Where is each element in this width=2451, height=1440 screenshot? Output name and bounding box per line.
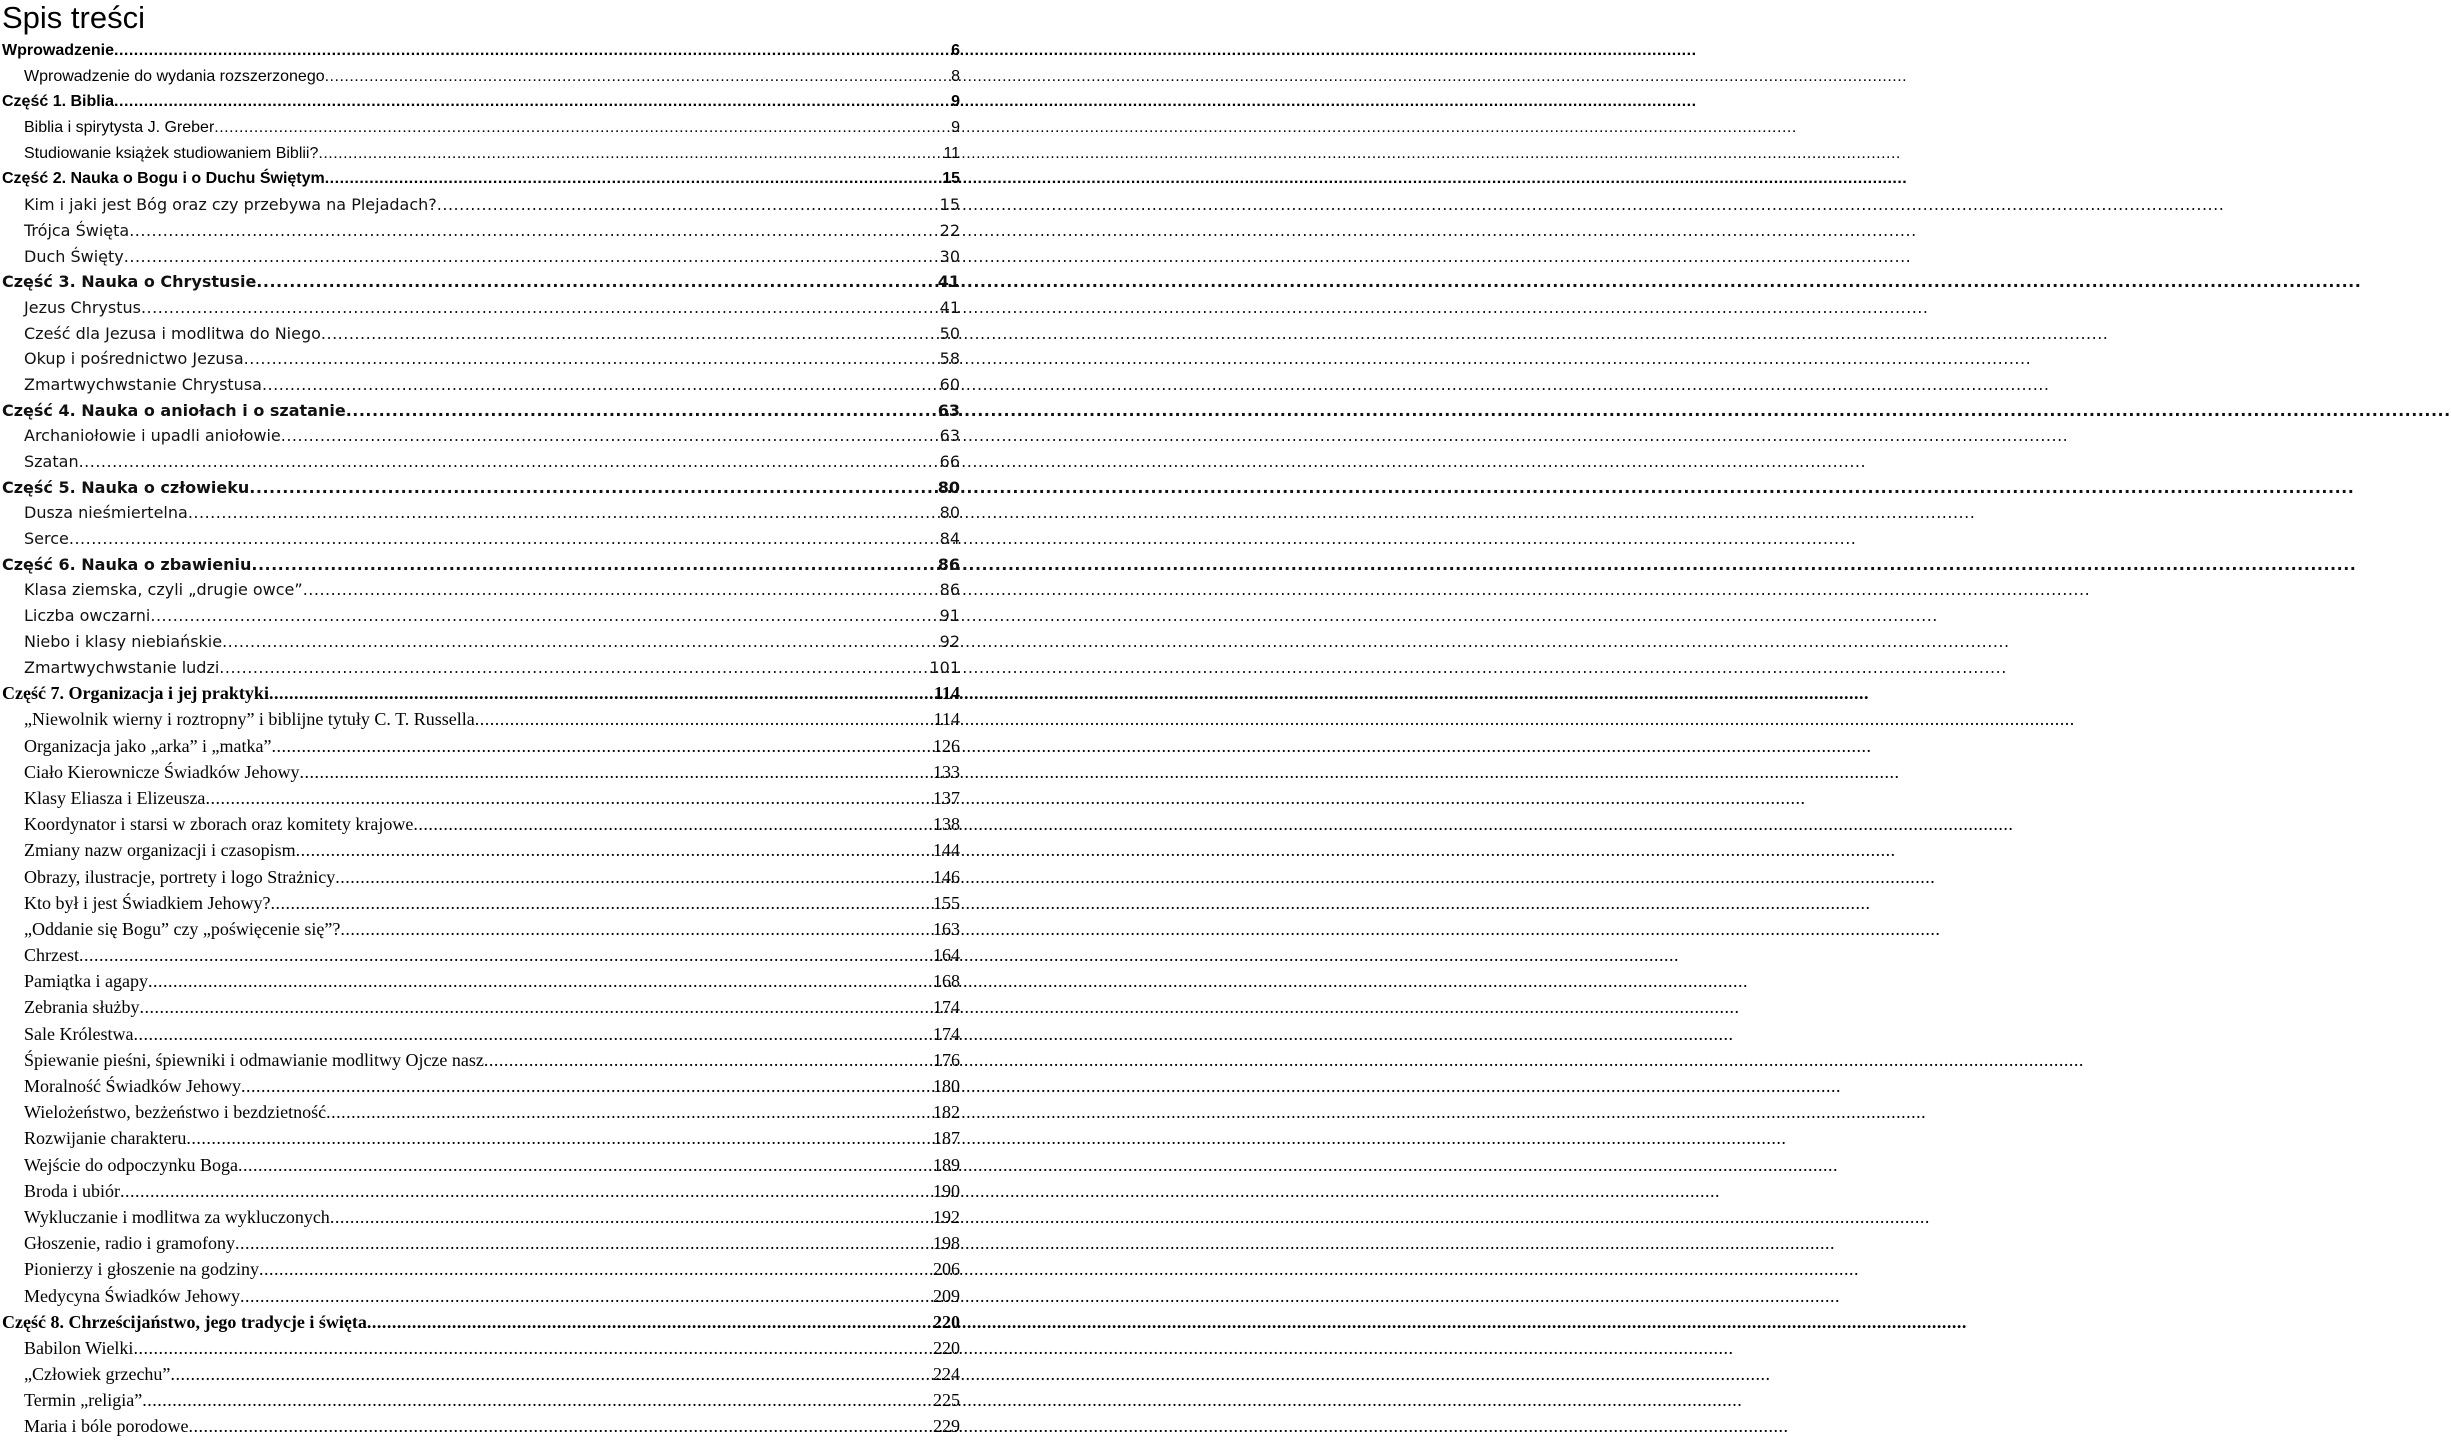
toc-entry-label: Część 5. Nauka o człowieku	[2, 477, 250, 497]
dot-leader	[129, 218, 939, 244]
toc-part-entry[interactable]	[0, 552, 960, 578]
toc-entry-label: Część 6. Nauka o zbawieniu	[2, 554, 252, 574]
dot-leader	[272, 733, 933, 759]
toc-entry-page-number: 63	[937, 400, 960, 420]
toc-entry-page-number: 225	[933, 1390, 960, 1411]
dot-leader	[214, 115, 951, 141]
toc-part-entry[interactable]	[0, 38, 960, 64]
toc-entry-label: Część 3. Nauka o Chrystusie	[2, 272, 257, 292]
toc-entry-label: Kto był i jest Świadkiem Jehowy?	[24, 892, 271, 913]
dot-leader	[205, 785, 933, 811]
toc-entry[interactable]	[0, 1047, 960, 1073]
toc-entry-page-number: 146	[933, 866, 960, 887]
toc-entry[interactable]	[0, 64, 960, 90]
toc-entry-page-number: 155	[933, 892, 960, 913]
toc-entry[interactable]	[0, 1125, 960, 1151]
toc-entry[interactable]	[0, 526, 960, 552]
toc-entry[interactable]	[0, 968, 960, 994]
toc-entry-label: Część 8. Chrześcijaństwo, jego tradycje i święta	[2, 1311, 367, 1332]
toc-entry-page-number: 192	[933, 1206, 960, 1227]
toc-entry[interactable]	[0, 942, 960, 968]
dot-leader	[114, 38, 951, 64]
toc-entry-label: Rozwijanie charakteru	[24, 1128, 187, 1149]
toc-part-entry[interactable]	[0, 166, 960, 192]
dot-leader	[133, 1021, 933, 1047]
dot-leader	[79, 449, 940, 475]
toc-entry-label: Organizacja jako „arka” i „matka”	[24, 735, 272, 756]
toc-entry-page-number: 58	[939, 349, 960, 369]
dot-leader	[346, 398, 938, 424]
toc-entry-label: Głoszenie, radio i gramofony	[24, 1233, 235, 1254]
toc-entry-page-number: 180	[933, 1076, 960, 1096]
toc-entry-label: Moralność Świadków Jehowy	[24, 1076, 241, 1096]
dot-leader	[340, 916, 933, 942]
toc-entry-page-number: 86	[937, 554, 960, 574]
toc-part-entry[interactable]	[0, 269, 960, 295]
toc-entry-label: Zebrania służby	[24, 997, 140, 1018]
toc-entry-label: Szatan	[24, 452, 79, 471]
toc-entry-page-number: 114	[933, 683, 960, 704]
toc-entry-page-number: 41	[937, 272, 960, 292]
toc-entry-page-number: 229	[933, 1416, 960, 1437]
toc-entry-page-number: 164	[933, 945, 960, 966]
toc-entry-label: Cześć dla Jezusa i modlitwa do Niego	[24, 323, 321, 343]
dot-leader	[222, 629, 940, 655]
toc-entry[interactable]	[0, 423, 960, 449]
toc-entry-label: Obrazy, ilustracje, portrety i logo Strażnicy	[24, 866, 336, 887]
toc-part-entry[interactable]	[0, 398, 960, 424]
toc-entry-label: Zmiany nazw organizacji i czasopism	[24, 840, 296, 861]
toc-entry-label: Jezus Chrystus	[24, 297, 141, 317]
toc-entry-label: Kim i jaki jest Bóg oraz czy przebywa na Plejadach?	[24, 195, 437, 215]
dot-leader	[219, 655, 929, 681]
dot-leader	[69, 526, 940, 552]
page-title: Spis treści	[2, 0, 145, 35]
dot-leader	[413, 811, 933, 837]
dot-leader	[256, 269, 937, 295]
toc-entry-label: Sale Królestwa	[24, 1023, 134, 1044]
toc-entry[interactable]	[0, 372, 960, 398]
toc-entry[interactable]	[0, 864, 960, 890]
dot-leader	[321, 321, 940, 347]
dot-leader	[139, 994, 933, 1020]
dot-leader	[259, 1256, 933, 1282]
dot-leader	[141, 295, 940, 321]
toc-entry[interactable]	[0, 706, 960, 732]
toc-entry-page-number: 6	[951, 42, 960, 59]
toc-entry-label: Ciało Kierownicze Świadków Jehowy	[24, 761, 300, 782]
toc-entry-label: Część 4. Nauka o aniołach i o szatanie	[2, 400, 346, 420]
dot-leader	[269, 680, 934, 706]
toc-entry-page-number: 174	[933, 1023, 960, 1044]
toc-entry-label: „Niewolnik wierny i roztropny” i biblijne tytuły C. T. Russella	[24, 709, 475, 730]
toc-entry[interactable]	[0, 1361, 960, 1387]
toc-entry-page-number: 174	[933, 997, 960, 1018]
toc-entry-page-number: 220	[933, 1311, 960, 1332]
toc-entry-page-number: 126	[933, 735, 960, 756]
toc-entry-label: Termin „religia”	[24, 1390, 143, 1411]
dot-leader	[142, 1387, 933, 1413]
toc-entry-page-number: 206	[933, 1259, 960, 1280]
toc-entry-page-number: 63	[939, 426, 960, 446]
toc-entry-page-number: 114	[933, 709, 960, 730]
toc-entry-page-number: 11	[943, 144, 960, 162]
toc-entry-page-number: 84	[939, 529, 960, 549]
toc-entry-label: Wprowadzenie	[2, 42, 115, 59]
toc-entry-label: Pamiątka i agapy	[24, 971, 148, 992]
toc-entry[interactable]	[0, 1178, 960, 1204]
toc-entry[interactable]	[0, 449, 960, 475]
dot-leader	[330, 1204, 933, 1230]
toc-entry-label: Medycyna Świadków Jehowy	[24, 1285, 240, 1306]
toc-entry-page-number: 22	[939, 220, 960, 240]
dot-leader	[235, 1230, 933, 1256]
dot-leader	[325, 166, 942, 192]
dot-leader	[270, 890, 933, 916]
toc-entry-label: Pionierzy i głoszenie na godziny	[24, 1259, 259, 1280]
toc-entry-label: Duch Święty	[24, 246, 124, 266]
dot-leader	[148, 968, 933, 994]
toc-entry-label: Koordynator i starsi w zborach oraz komitety krajowe	[24, 814, 414, 835]
dot-leader	[251, 552, 937, 578]
toc-entry-page-number: 9	[951, 93, 960, 111]
dot-leader	[150, 603, 939, 629]
dot-leader	[120, 1178, 933, 1204]
toc-entry-label: Wprowadzenie do wydania rozszerzonego	[24, 67, 325, 85]
toc-entry[interactable]	[0, 1073, 960, 1099]
toc-entry[interactable]	[0, 1230, 960, 1256]
toc-entry-label: Klasa ziemska, czyli „drugie owce”	[24, 580, 303, 600]
toc-entry-label: Biblia i spirytysta J. Greber	[24, 119, 215, 137]
toc-entry[interactable]	[0, 994, 960, 1020]
toc-entry-page-number: 80	[939, 503, 960, 523]
dot-leader	[299, 759, 933, 785]
toc-entry-label: Broda i ubiór	[24, 1180, 120, 1201]
toc-entry[interactable]	[0, 1204, 960, 1230]
toc-entry-page-number: 30	[939, 246, 960, 266]
toc-entry-label: Chrzest	[24, 945, 79, 966]
toc-entry[interactable]	[0, 629, 960, 655]
toc-entry-page-number: 224	[933, 1364, 960, 1385]
toc-entry[interactable]	[0, 1335, 960, 1361]
toc-entry[interactable]	[0, 141, 960, 167]
toc-entry-label: Trójca Święta	[24, 220, 130, 240]
toc-entry-page-number: 15	[942, 170, 960, 188]
toc-entry[interactable]	[0, 1256, 960, 1282]
toc-entry-label: Zmartwychwstanie Chrystusa	[24, 374, 262, 394]
toc-entry[interactable]	[0, 1387, 960, 1413]
toc-entry-label: Wielożeństwo, bezżeństwo i bezdzietność	[24, 1102, 327, 1123]
toc-entry-page-number: 176	[933, 1049, 960, 1070]
dot-leader	[238, 1152, 933, 1178]
toc-entry[interactable]	[0, 785, 960, 811]
toc-entry-label: Niebo i klasy niebiańskie	[24, 631, 223, 651]
dot-leader	[249, 475, 937, 501]
toc-entry-label: Archaniołowie i upadli aniołowie	[24, 426, 281, 446]
dot-leader	[124, 244, 940, 270]
toc-entry-label: Część 7. Organizacja i jej praktyki	[2, 683, 269, 704]
toc-entry[interactable]	[0, 655, 960, 681]
dot-leader	[262, 372, 940, 398]
toc-entry[interactable]	[0, 218, 960, 244]
toc-entry-page-number: 92	[939, 631, 960, 651]
dot-leader	[170, 1361, 933, 1387]
toc-entry[interactable]	[0, 733, 960, 759]
toc-entry-label: Dusza nieśmiertelna	[24, 503, 188, 523]
toc-entry[interactable]	[0, 244, 960, 270]
toc-entry-page-number: 198	[933, 1233, 960, 1254]
dot-leader	[367, 1309, 933, 1335]
toc-entry-page-number: 137	[933, 787, 960, 808]
toc-entry-page-number: 182	[933, 1102, 960, 1123]
toc-entry-label: Maria i bóle porodowe	[24, 1416, 189, 1437]
toc-entry-label: Liczba owczarni	[24, 606, 151, 626]
toc-entry-page-number: 189	[933, 1154, 960, 1175]
toc-entry[interactable]	[0, 577, 960, 603]
toc-part-entry[interactable]	[0, 475, 960, 501]
toc-entry[interactable]	[0, 890, 960, 916]
dot-leader	[437, 192, 940, 218]
toc-part-entry[interactable]	[0, 89, 960, 115]
toc-entry[interactable]	[0, 916, 960, 942]
dot-leader	[244, 346, 940, 372]
toc-entry[interactable]	[0, 811, 960, 837]
toc-entry-page-number: 8	[951, 67, 960, 85]
toc-entry[interactable]	[0, 837, 960, 863]
toc-entry-label: „Człowiek grzechu”	[24, 1364, 171, 1385]
toc-part-entry[interactable]	[0, 1309, 960, 1335]
toc-entry[interactable]	[0, 192, 960, 218]
toc-entry-page-number: 209	[933, 1285, 960, 1306]
toc-entry[interactable]	[0, 1099, 960, 1125]
dot-leader	[186, 1125, 933, 1151]
dot-leader	[79, 942, 933, 968]
toc-entry-label: Zmartwychwstanie ludzi	[24, 657, 220, 677]
toc-entry[interactable]	[0, 346, 960, 372]
toc-entry[interactable]	[0, 321, 960, 347]
toc-entry-page-number: 15	[939, 195, 960, 215]
toc-entry-page-number: 41	[939, 297, 960, 317]
toc-entry[interactable]	[0, 500, 960, 526]
toc-entry-page-number: 190	[933, 1180, 960, 1201]
toc-entry-page-number: 91	[939, 606, 960, 626]
toc-entry-page-number: 144	[933, 840, 960, 861]
dot-leader	[325, 64, 951, 90]
toc-entry-page-number: 168	[933, 971, 960, 992]
toc-entry-page-number: 60	[939, 374, 960, 394]
toc-entry-label: Okup i pośrednictwo Jezusa	[24, 349, 244, 369]
dot-leader	[303, 577, 940, 603]
toc-entry[interactable]	[0, 759, 960, 785]
dot-leader	[188, 500, 940, 526]
toc-entry-label: Studiowanie książek studiowaniem Biblii?	[24, 144, 319, 162]
toc-entry[interactable]	[0, 1283, 960, 1309]
table-of-contents	[0, 38, 960, 1440]
toc-entry-page-number: 163	[933, 918, 960, 939]
toc-entry-label: Część 2. Nauka o Bogu i o Duchu Świętym	[2, 170, 325, 188]
toc-entry-page-number: 86	[939, 580, 960, 600]
dot-leader	[326, 1099, 933, 1125]
toc-entry-label: Wykluczanie i modlitwa za wykluczonych	[24, 1206, 330, 1227]
dot-leader	[475, 706, 934, 732]
toc-entry[interactable]	[0, 295, 960, 321]
toc-entry-label: „Oddanie się Bogu” czy „poświęcenie się”?	[24, 918, 341, 939]
toc-entry[interactable]	[0, 115, 960, 141]
toc-entry[interactable]	[0, 1152, 960, 1178]
toc-entry-label: Śpiewanie pieśni, śpiewniki i odmawianie modlitwy Ojcze nasz	[24, 1049, 484, 1070]
dot-leader	[318, 141, 943, 167]
toc-entry-page-number: 50	[939, 323, 960, 343]
toc-entry-page-number: 9	[951, 119, 960, 137]
dot-leader	[484, 1047, 933, 1073]
dot-leader	[188, 1413, 933, 1439]
toc-entry-label: Wejście do odpoczynku Boga	[24, 1154, 238, 1175]
dot-leader	[241, 1073, 933, 1099]
dot-leader	[296, 837, 933, 863]
toc-entry[interactable]	[0, 1413, 960, 1439]
toc-entry-page-number: 133	[933, 761, 960, 782]
dot-leader	[133, 1335, 933, 1361]
toc-entry-page-number: 138	[933, 814, 960, 835]
toc-entry-page-number: 80	[937, 477, 960, 497]
dot-leader	[335, 864, 933, 890]
toc-part-entry[interactable]	[0, 680, 960, 706]
toc-entry-label: Serce	[24, 529, 69, 549]
toc-entry-page-number: 187	[933, 1128, 960, 1149]
toc-entry-page-number: 66	[939, 452, 960, 471]
toc-entry-label: Klasy Eliasza i Elizeusza	[24, 787, 206, 808]
dot-leader	[240, 1283, 933, 1309]
dot-leader	[114, 89, 951, 115]
toc-entry-page-number: 220	[933, 1337, 960, 1358]
dot-leader	[281, 423, 940, 449]
toc-entry-label: Część 1. Biblia	[2, 93, 115, 111]
toc-entry-label: Babilon Wielki	[24, 1337, 134, 1358]
toc-entry-page-number: 101	[929, 657, 960, 677]
toc-entry[interactable]	[0, 603, 960, 629]
toc-entry[interactable]	[0, 1021, 960, 1047]
